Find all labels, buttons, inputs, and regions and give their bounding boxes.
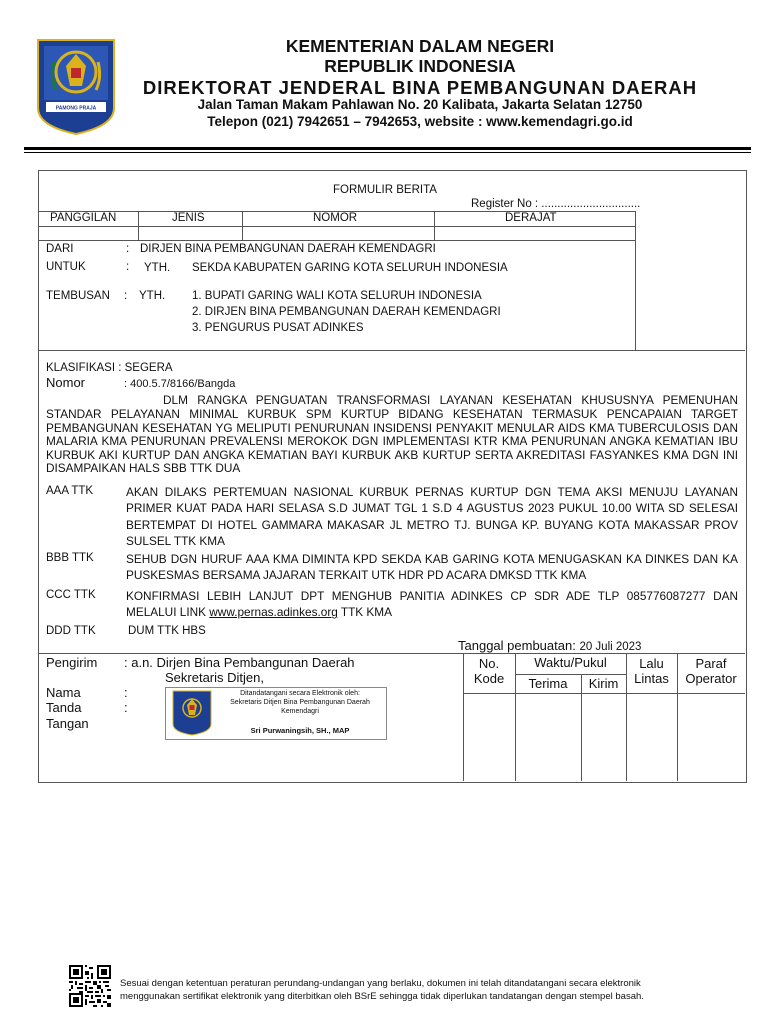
header-rule-thick	[24, 147, 751, 150]
item-text: AKAN DILAKS PERTEMUAN NASIONAL KURBUK PERNAS KURTUP DGN TEMA AKSI MENUJU LAYANAN PRIMER KUAT PADA HARI SELASA S.D JUMAT TGL 1 S.D 4 AGUSTUS 2023 PUKUL 10.00 WITA SD SELESAI BERTEMPAT DI HOTEL GAMMARA MAKASAR JL METRO TJ. BUNGA KP. BUYANG KOTA MAKASSAR PROV SULSEL TTK KMA	[126, 485, 738, 548]
pengirim-value-2: Sekretaris Ditjen,	[165, 670, 264, 685]
intro-paragraph: STANDAR PELAYANAN MINIMAL KURBUK SPM KURTUP BIDANG KESEHATAN TERMASUK PENCAPAIAN TARGET PEMBANGUNAN KESEHATAN YG MELIPUTI PENURUNAN INSIDENSI PENYAKIT MENULAR AIDS KMA TUBERCULOSIS DAN MALARIA KMA PENURUNAN PREVALENSI MEROKOK DGN IMPLEMENTASI KTR KMA PENURUNAN ANGKA KEMATIAN IBU KURBUK AKI KURTUP DAN ANGKA KEMATIAN BAYI KURBUK AKB KURTUP SERTA AKREDITASI FASYANKES KMA DGN INI DISAMPAIKAN HALS SBB TTK DUA	[46, 407, 738, 476]
form-title: FORMULIR BERITA	[333, 184, 437, 196]
nomor-label: Nomor	[46, 375, 86, 390]
ccc-text: KONFIRMASI LEBIH LANJUT DPT MENGHUB PANITIA ADINKES CP SDR ADE TLP 085776087277 DAN MELALUI LINK www.pernas.adinkes.org TTK KMA	[126, 589, 738, 620]
tembusan-item: 1. BUPATI GARING WALI KOTA SELURUH INDONESIA	[192, 290, 482, 302]
register-number: Register No : ...............................	[471, 198, 641, 210]
tembusan-label: TEMBUSAN	[46, 290, 110, 302]
waktu-header: Waktu/Pukul	[534, 655, 607, 670]
intro-first-line: DLM RANGKA PENGUATAN TRANSFORMASI LAYANAN KESEHATAN KHUSUSNYA PEMENUHAN	[163, 393, 738, 407]
qr-code	[69, 965, 111, 1007]
untuk-yth: YTH.	[144, 262, 171, 274]
kirim-header: Kirim	[588, 676, 619, 691]
nama-label: Nama	[46, 685, 81, 700]
tanggal-pembuatan: Tanggal pembuatan: 20 Juli 2023	[458, 638, 642, 653]
col-derajat: DERAJAT	[505, 212, 557, 224]
ministry-name: KEMENTERIAN DALAM NEGERI	[285, 36, 555, 56]
adinkes-link[interactable]: www.pernas.adinkes.org	[209, 605, 338, 620]
pengirim-value: : a.n. Dirjen Bina Pembangunan Daerah	[124, 655, 355, 670]
klasifikasi: KLASIFIKASI : SEGERA	[46, 362, 173, 374]
dari-label: DARI	[46, 243, 74, 255]
ccc-label: CCC TTK	[46, 589, 96, 601]
paraf-operator-header: Paraf Operator	[685, 656, 737, 686]
untuk-value: SEKDA KABUPATEN GARING KOTA SELURUH INDONESIA	[192, 262, 508, 274]
esign-line: Ditandatangani secara Elektronik oleh:	[240, 690, 360, 697]
item-label: AAA TTK	[46, 485, 94, 497]
e-signature-box	[165, 687, 387, 740]
contact-info: Telepon (021) 7942651 – 7942653, website : www.kemendagri.go.id	[207, 114, 633, 129]
footer-note-line: menggunakan sertifikat elektronik yang diterbitkan oleh BSrE sehingga tidak diperlukan tandatangan dengan stempel basah.	[120, 991, 644, 1002]
tanda-label: Tanda	[46, 700, 82, 715]
tembusan-item: 3. PENGURUS PUSAT ADINKES	[192, 322, 364, 334]
esign-line: Sekretaris Ditjen Bina Pembangunan Daerah	[230, 699, 370, 706]
tembusan-yth: YTH.	[139, 290, 166, 302]
col-panggilan: PANGGILAN	[50, 212, 117, 224]
footer-note-line: Sesuai dengan ketentuan peraturan perundang-undangan yang berlaku, dokumen ini telah ditandatangani secara elektronik	[120, 978, 641, 989]
lalu-lintas-header: Lalu Lintas	[634, 656, 669, 686]
ministry-logo	[36, 38, 116, 136]
address: Jalan Taman Makam Pahlawan No. 20 Kalibata, Jakarta Selatan 12750	[197, 97, 643, 112]
logo-text: PAMONG PRAJA	[55, 105, 97, 112]
ddd-label: DDD TTK	[46, 625, 96, 637]
nomor-value: : 400.5.7/8166/Bangda	[124, 378, 236, 390]
republic-name: REPUBLIK INDONESIA	[324, 56, 516, 76]
dari-value: DIRJEN BINA PEMBANGUNAN DAERAH KEMENDAGRI	[140, 243, 436, 255]
terima-header: Terima	[528, 676, 568, 691]
tangan-label: Tangan	[46, 716, 89, 731]
ddd-text: DUM TTK HBS	[128, 625, 206, 637]
col-jenis: JENIS	[172, 212, 205, 224]
item-text: SEHUB DGN HURUF AAA KMA DIMINTA KPD SEKDA KAB GARING KOTA MENUGASKAN KA DINKES DAN KA PUSKESMAS BERSAMA JAJARAN TERKAIT UTK HDR PD ACARA DMKSD TTK KMA	[126, 552, 738, 583]
header-rule-thin	[24, 152, 751, 153]
pengirim-label: Pengirim	[46, 655, 98, 670]
esign-name: Sri Purwaningsih, SH., MAP	[250, 726, 350, 735]
esign-line: Kemendagri	[281, 708, 319, 715]
directorate-name: DIREKTORAT JENDERAL BINA PEMBANGUNAN DAERAH	[142, 77, 698, 98]
esign-logo	[172, 690, 212, 736]
tembusan-item: 2. DIRJEN BINA PEMBANGUNAN DAERAH KEMENDAGRI	[192, 306, 501, 318]
untuk-label: UNTUK	[46, 261, 86, 273]
col-nomor: NOMOR	[313, 212, 358, 224]
no-kode-header: No. Kode	[473, 656, 505, 686]
item-label: BBB TTK	[46, 552, 94, 564]
